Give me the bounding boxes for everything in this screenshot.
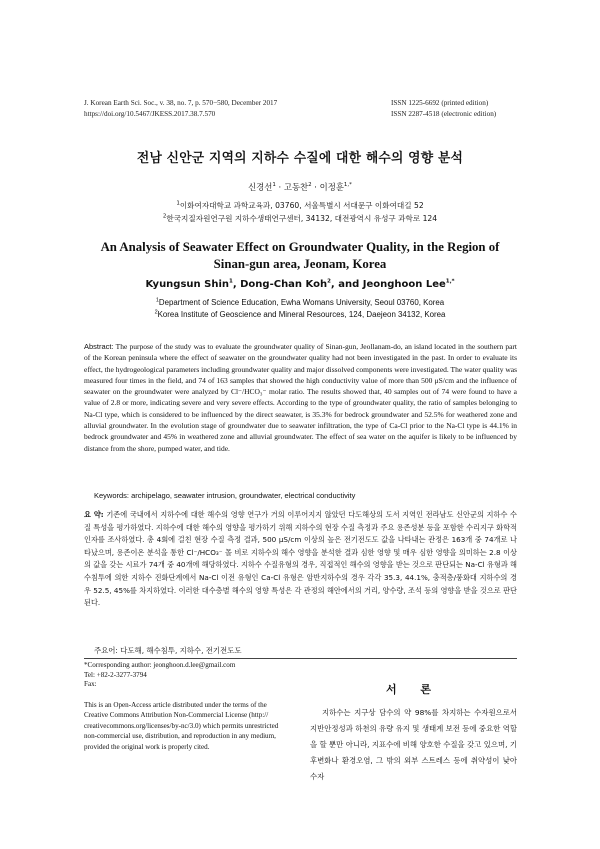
author-sup: 1 [229, 278, 233, 285]
affiliation-korean-1 [60, 200, 540, 211]
author-sup: 1 [272, 182, 276, 189]
journal-line: J. Korean Earth Sci. Soc., v. 38, no. 7, p. 570−580, December 2017 [84, 99, 278, 107]
keywords-korean [94, 645, 514, 656]
issn-print: ISSN 1225-6692 (printed edition) [391, 99, 489, 107]
aff-text: 한국지질자원연구원 지하수생태연구센터, 34132, 대전광역시 유성구 과학로 124 [166, 214, 438, 223]
author-sup: 1,* [445, 278, 455, 285]
author-separator: , [232, 279, 241, 290]
aff-sup: 1 [155, 297, 159, 304]
oa-line: non-commercial use, distribution, and reproduction in any medium, [84, 732, 276, 741]
oa-line: This is an Open-Access article distributed under the terms of the [84, 701, 267, 709]
affiliation-korean-2 [60, 213, 540, 224]
oa-line: creativecommons.org/licenses/by-nc/3.0) which permits unrestricted [84, 721, 279, 730]
author-name: 고동찬 [283, 182, 309, 192]
jooyo-text: 다도해, 해수침투, 지하수, 전기전도도 [117, 646, 242, 655]
author-separator: · [311, 182, 320, 192]
yoyak-label: 요 약: [84, 510, 104, 519]
corresponding-fax: Fax: [84, 680, 97, 689]
keywords-text: archipelago, seawater intrusion, groundwater, electrical conductivity [129, 491, 356, 500]
aff-sup: 2 [154, 309, 158, 316]
author-sup: 1,* [343, 182, 352, 189]
author-name: Jeonghoon Lee [362, 279, 446, 290]
aff-sup: 1 [176, 200, 180, 207]
authors-korean [60, 181, 540, 193]
author-separator: · [275, 182, 284, 192]
author-name: 이정훈 [319, 182, 344, 192]
yoyak-text: 기존에 국내에서 지하수에 대한 해수의 영향 연구가 거의 이루어지지 않았던 다도해상의 도서 지역인 전라남도 신안군의 지하수 수질 특성을 평가하였다. 지하수에 대한 해수의 영향을 평가하기 위해 지하수의 현장 수질 측정과 주요 용존성분 등을 포함한 수리지구 화학적 인자를 조사하였다. 총 4회에 걸친 현장 수질 측정 결과, 500 μS/cm 이상의 높은 전기전도도 값을 나타내는 관정은 163개 중 74개로 나타났으며, 용존이온 분석을 통한 Cl⁻/HCO₃⁻ 몰 비로 지하수의 해수 영향을 분석한 결과 심한 영향 및 매우 심한 영향을 의미하는 2.8 이상의 값을 갖는 시료가 74개 중 40개에 해당하였다. 지하수 수질유형의 경우, 직접적인 해수의 영향을 받는 것으로 판단되는 Na-Cl 유형과 해수침투에 의한 지하수 진화단계에서 Na-Cl 이전 유형인 Ca-Cl 유형은 암반지하수의 경우 각각 35.3, 44.1%, 충적층/풍화대 지하수의 경우 52.5, 45%를 차지하였다. 이러한 대수층별 해수의 영향 특성은 각 관정의 해안에서의 거리, 양수량, 조석 등의 영향을 받을 것으로 판단된다. [84, 510, 517, 608]
issn-electronic: ISSN 2287-4518 (electronic edition) [391, 109, 497, 118]
introduction-text: 지하수는 지구상 담수의 약 98%를 차지하는 수자원으로서 지반안정성과 하천의 유량 유지 및 생태계 보전 등에 중요한 역할을 할 뿐만 아니라, 지표수에 비해 양호한 수질을 갖고 있으며, 기후변화나 환경오염, 그 밖의 외부 스트레스 등에 취약성이 낮아 수자 [310, 708, 517, 781]
section-heading-introduction: 서 론 [385, 683, 442, 696]
corresponding-tel: Tel: +82-2-3277-3794 [84, 670, 147, 679]
abstract-label: Abstract: [84, 342, 114, 351]
author-sup: 2 [308, 182, 312, 189]
abstract-english [84, 341, 517, 454]
title-korean: 전남 신안군 지역의 지하수 수질에 대한 해수의 영향 분석 [136, 151, 464, 166]
title-english-line2: Sinan-gun area, Jeonam, Korea [213, 257, 387, 271]
divider [84, 658, 517, 659]
aff-sup: 2 [162, 213, 167, 220]
abstract-korean [84, 509, 517, 610]
aff-text: Department of Science Education, Ewha Womans University, Seoul 03760, Korea [158, 298, 445, 307]
corresponding-email[interactable]: *Corresponding author: jeonghoon.d.lee@gmail.com [84, 661, 236, 669]
keywords-label: Keywords: [94, 491, 130, 500]
affiliation-english-1 [60, 297, 540, 309]
journal-citation [84, 98, 364, 119]
aff-text: Korea Institute of Geoscience and Mineral Resources, 124, Daejeon 34132, Korea [157, 310, 446, 319]
author-name: 신경선 [248, 182, 273, 192]
aff-text: 이화여자대학교 과학교육과, 03760, 서울특별시 서대문구 이화여대길 52 [179, 201, 424, 210]
author-sup: 2 [327, 278, 331, 285]
doi-link[interactable]: https://doi.org/10.5467/JKESS.2017.38.7.570 [84, 109, 216, 118]
title-english [80, 239, 520, 273]
author-name: Kyungsun Shin [145, 279, 230, 290]
author-name: Dong-Chan Koh [240, 279, 328, 290]
author-separator: , and [330, 279, 363, 290]
title-english-line1: An Analysis of Seawater Effect on Groundwater Quality, in the Region of [100, 240, 500, 254]
open-access-notice [84, 700, 294, 752]
oa-line: provided the original work is properly cited. [84, 742, 210, 751]
keywords-english [94, 491, 514, 500]
jooyo-label: 주요어: [94, 646, 118, 655]
corresponding-author [84, 661, 284, 690]
abstract-text: The purpose of the study was to evaluate the groundwater quality of Sinan-gun, Jeollanam-do, an island located in the southern part of the Korean peninsula where the effect of seawater on the groundwater quality had not been investigated in the past. In order to evaluate its effect, the hydrogeological parameters including groundwater quality and major dissolved components were investigated. The water quality was measured four times in the field, and 74 of 163 samples that showed the high conductivity value of more than 500 μS/cm and the influence of seawater on the groundwater were analyzed by Cl⁻/HCO₃⁻ molar ratio. The results showed that, 40 samples out of 74 were found to have a value of 2.8 or more, indicating severe and very severe effects. According to the type of groundwater quality, the ratio of samples belonging to Na-Cl type, which is considered to be influenced by the direct seawater, is 35.3% for bedrock groundwater and 52.5% for weathered zone and alluvial groundwater. In the evolution stage of groundwater due to seawater infiltration, the type of Ca-Cl prior to the Na-Cl type is 44.1% in bedrock groundwater and 45% in weathered zone and alluvial groundwater. The effect of sea water on the aquifer is likely to be influenced by distance from the shore, pumped water, and tide. [84, 342, 517, 453]
affiliation-english-2 [60, 309, 540, 321]
oa-line: Creative Commons Attribution Non-Commercial License (http:// [84, 711, 269, 720]
issn-block [391, 98, 531, 119]
authors-english [60, 279, 540, 290]
